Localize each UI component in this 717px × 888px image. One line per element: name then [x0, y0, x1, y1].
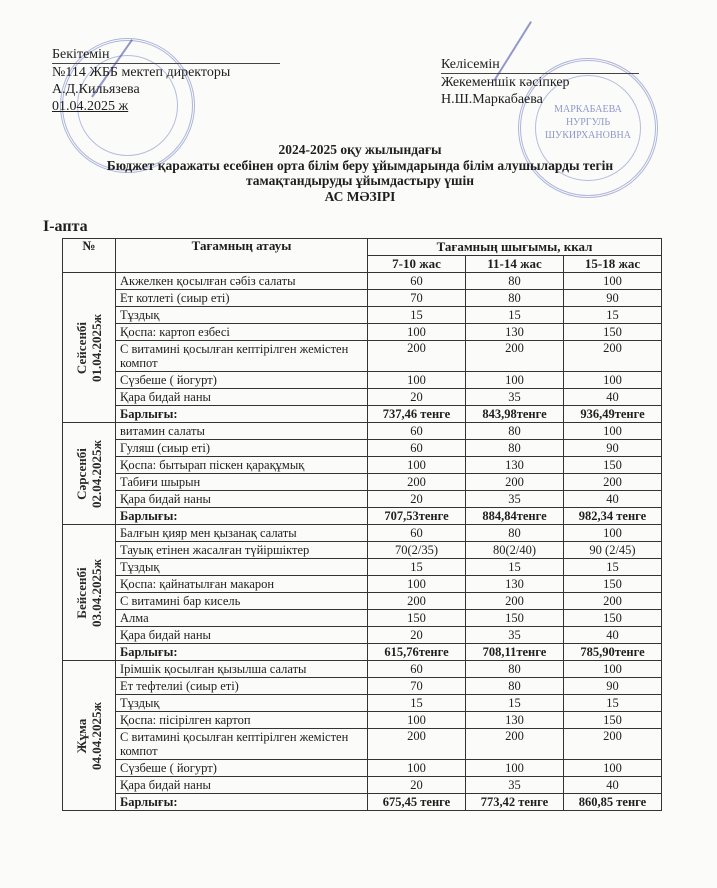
dish-name: витамин салаты — [116, 423, 368, 440]
stamp-line: МАРКАБАЕВА — [554, 104, 622, 115]
menu-row — [63, 729, 662, 760]
dish-kcal-value: 150 — [564, 457, 662, 474]
stamp-text — [521, 103, 655, 142]
total-row — [63, 794, 662, 811]
dish-name: Балғын қияр мен қызанақ салаты — [116, 525, 368, 542]
header-yield: Тағамның шығымы, ккал — [368, 239, 662, 256]
dish-kcal-value: 100 — [564, 525, 662, 542]
dish-kcal-value: 200 — [564, 341, 662, 372]
dish-kcal-value: 100 — [368, 372, 466, 389]
dish-kcal-value: 15 — [466, 559, 564, 576]
dish-name: С витамині бар кисель — [116, 593, 368, 610]
dish-name: С витамині қосылған кептірілген жемістен компот — [116, 341, 368, 372]
menu-row — [63, 610, 662, 627]
day-cell — [63, 661, 116, 811]
day-label — [74, 314, 104, 382]
dish-kcal-value: 15 — [368, 559, 466, 576]
day-name: Сәрсенбі — [74, 447, 89, 500]
menu-row — [63, 389, 662, 406]
total-cost-value: 936,49тенге — [564, 406, 662, 423]
dish-kcal-value: 200 — [368, 729, 466, 760]
day-cell — [63, 525, 116, 661]
stamp-line: НУРГУЛЬ — [565, 117, 611, 128]
dish-kcal-value: 40 — [564, 627, 662, 644]
agreement-name: Н.Ш.Маркабаева — [441, 92, 543, 107]
dish-kcal-value: 60 — [368, 423, 466, 440]
dish-kcal-value: 35 — [466, 627, 564, 644]
menu-row — [63, 341, 662, 372]
dish-name: Қоспа: қайнатылған макарон — [116, 576, 368, 593]
dish-name: Сүзбеше ( йогурт) — [116, 372, 368, 389]
dish-name: Тұздық — [116, 307, 368, 324]
dish-kcal-value: 130 — [466, 576, 564, 593]
menu-row — [63, 695, 662, 712]
dish-kcal-value: 60 — [368, 525, 466, 542]
day-date: 03.04.2025ж — [89, 558, 104, 627]
total-cost-value: 860,85 тенге — [564, 794, 662, 811]
dish-kcal-value: 80 — [466, 678, 564, 695]
dish-name: Қоспа: пісірілген картоп — [116, 712, 368, 729]
dish-kcal-value: 100 — [564, 661, 662, 678]
dish-kcal-value: 150 — [564, 324, 662, 341]
dish-kcal-value: 80 — [466, 290, 564, 307]
dish-kcal-value: 100 — [368, 576, 466, 593]
total-label: Барлығы: — [116, 794, 368, 811]
total-cost-value: 737,46 тенге — [368, 406, 466, 423]
dish-kcal-value: 80 — [466, 273, 564, 290]
dish-kcal-value: 15 — [466, 307, 564, 324]
dish-kcal-value: 200 — [368, 474, 466, 491]
menu-row — [63, 307, 662, 324]
dish-kcal-value: 90 — [564, 290, 662, 307]
dish-kcal-value: 100 — [368, 324, 466, 341]
dish-name: Алма — [116, 610, 368, 627]
dish-kcal-value: 100 — [368, 760, 466, 777]
dish-kcal-value: 200 — [466, 593, 564, 610]
menu-row — [63, 542, 662, 559]
dish-kcal-value: 70 — [368, 290, 466, 307]
menu-row — [63, 457, 662, 474]
dish-kcal-value: 20 — [368, 777, 466, 794]
approval-date: 01.04.2025 ж — [52, 99, 129, 114]
dish-kcal-value: 70(2/35) — [368, 542, 466, 559]
dish-name: Қара бидай наны — [116, 627, 368, 644]
dish-kcal-value: 200 — [368, 341, 466, 372]
total-cost-value: 982,34 тенге — [564, 508, 662, 525]
dish-kcal-value: 200 — [564, 593, 662, 610]
header-number: № — [63, 239, 116, 273]
dish-kcal-value: 90 — [564, 440, 662, 457]
day-date: 04.04.2025ж — [89, 701, 104, 770]
dish-kcal-value: 150 — [466, 610, 564, 627]
dish-kcal-value: 35 — [466, 777, 564, 794]
dish-kcal-value: 15 — [564, 559, 662, 576]
dish-name: Қара бидай наны — [116, 491, 368, 508]
menu-row — [63, 627, 662, 644]
dish-kcal-value: 20 — [368, 389, 466, 406]
approval-name: А.Д.Кильязева — [52, 82, 140, 97]
menu-row — [63, 525, 662, 542]
dish-kcal-value: 100 — [564, 372, 662, 389]
menu-row — [63, 559, 662, 576]
day-label — [74, 440, 104, 508]
day-name: Сейсенбі — [74, 321, 89, 374]
dish-kcal-value: 150 — [564, 712, 662, 729]
dish-kcal-value: 60 — [368, 661, 466, 678]
dish-kcal-value: 40 — [564, 491, 662, 508]
title-line-2: Бюджет қаражаты есебінен орта білім беру ұйымдарында білім алушыларды тегін — [106, 157, 614, 173]
total-label: Барлығы: — [116, 508, 368, 525]
menu-row — [63, 491, 662, 508]
day-date: 01.04.2025ж — [89, 313, 104, 382]
dish-kcal-value: 15 — [564, 307, 662, 324]
menu-row — [63, 324, 662, 341]
dish-kcal-value: 40 — [564, 777, 662, 794]
dish-name: С витамині қосылған кептірілген жемістен компот — [116, 729, 368, 760]
dish-kcal-value: 100 — [466, 760, 564, 777]
dish-kcal-value: 200 — [564, 729, 662, 760]
dish-kcal-value: 100 — [466, 372, 564, 389]
dish-name: Қоспа: картоп езбесі — [116, 324, 368, 341]
dish-kcal-value: 100 — [368, 457, 466, 474]
dish-name: Гуляш (сиыр еті) — [116, 440, 368, 457]
menu-row — [63, 712, 662, 729]
approval-label: Бекітемін — [52, 46, 280, 64]
menu-row — [63, 678, 662, 695]
dish-kcal-value: 70 — [368, 678, 466, 695]
total-row — [63, 406, 662, 423]
dish-name: Сүзбеше ( йогурт) — [116, 760, 368, 777]
dish-name: Қара бидай наны — [116, 389, 368, 406]
total-cost-value: 707,53тенге — [368, 508, 466, 525]
menu-row — [63, 593, 662, 610]
day-date: 02.04.2025ж — [89, 439, 104, 508]
menu-row — [63, 661, 662, 678]
total-cost-value: 785,90тенге — [564, 644, 662, 661]
dish-kcal-value: 15 — [368, 307, 466, 324]
dish-kcal-value: 20 — [368, 491, 466, 508]
document-title — [100, 142, 620, 204]
total-cost-value: 615,76тенге — [368, 644, 466, 661]
dish-name: Табиғи шырын — [116, 474, 368, 491]
dish-kcal-value: 60 — [368, 273, 466, 290]
day-name: Бейсенбі — [74, 566, 89, 619]
dish-kcal-value: 15 — [564, 695, 662, 712]
menu-table — [62, 238, 662, 811]
dish-kcal-value: 80 — [466, 423, 564, 440]
dish-kcal-value: 80(2/40) — [466, 542, 564, 559]
dish-kcal-value: 100 — [564, 273, 662, 290]
dish-kcal-value: 150 — [564, 610, 662, 627]
title-line-4: АС МӘЗІРІ — [324, 188, 396, 204]
total-cost-value: 884,84тенге — [466, 508, 564, 525]
dish-name: Тауық етінен жасалған түйіршіктер — [116, 542, 368, 559]
total-cost-value: 675,45 тенге — [368, 794, 466, 811]
header-age-11-14: 11-14 жас — [466, 256, 564, 273]
dish-kcal-value: 90 (2/45) — [564, 542, 662, 559]
menu-row — [63, 423, 662, 440]
dish-kcal-value: 100 — [564, 423, 662, 440]
header-age-15-18: 15-18 жас — [564, 256, 662, 273]
total-label: Барлығы: — [116, 406, 368, 423]
dish-kcal-value: 150 — [368, 610, 466, 627]
dish-kcal-value: 200 — [466, 729, 564, 760]
dish-kcal-value: 80 — [466, 440, 564, 457]
menu-row — [63, 576, 662, 593]
agreement-block — [441, 56, 639, 108]
dish-kcal-value: 80 — [466, 661, 564, 678]
total-row — [63, 508, 662, 525]
dish-name: Ет тефтелиі (сиыр еті) — [116, 678, 368, 695]
day-label — [74, 559, 104, 627]
menu-row — [63, 440, 662, 457]
dish-kcal-value: 200 — [466, 341, 564, 372]
total-cost-value: 708,11тенге — [466, 644, 564, 661]
agreement-label: Келісемін — [441, 56, 639, 74]
dish-kcal-value: 150 — [564, 576, 662, 593]
dish-kcal-value: 90 — [564, 678, 662, 695]
day-cell — [63, 273, 116, 423]
dish-kcal-value: 40 — [564, 389, 662, 406]
total-row — [63, 644, 662, 661]
dish-kcal-value: 130 — [466, 324, 564, 341]
day-cell — [63, 423, 116, 525]
agreement-position: Жекеменшік кәсіпкер — [441, 75, 570, 90]
dish-kcal-value: 15 — [466, 695, 564, 712]
dish-kcal-value: 15 — [368, 695, 466, 712]
dish-kcal-value: 80 — [466, 525, 564, 542]
dish-kcal-value: 200 — [368, 593, 466, 610]
total-cost-value: 843,98тенге — [466, 406, 564, 423]
dish-kcal-value: 200 — [564, 474, 662, 491]
dish-kcal-value: 200 — [466, 474, 564, 491]
approval-position: №114 ЖББ мектеп директоры — [52, 65, 231, 80]
dish-kcal-value: 130 — [466, 712, 564, 729]
dish-name: Акжелкен қосылған сәбіз салаты — [116, 273, 368, 290]
dish-name: Тұздық — [116, 559, 368, 576]
dish-name: Ірімшік қосылған қызылша салаты — [116, 661, 368, 678]
dish-kcal-value: 100 — [564, 760, 662, 777]
title-line-3: тамақтандыруды ұйымдастыру үшін — [246, 173, 474, 188]
header-age-7-10: 7-10 жас — [368, 256, 466, 273]
total-label: Барлығы: — [116, 644, 368, 661]
menu-row — [63, 760, 662, 777]
day-name: Жұма — [74, 718, 89, 753]
week-label: І-апта — [43, 218, 88, 235]
dish-kcal-value: 100 — [368, 712, 466, 729]
header-dish-name: Тағамның атауы — [116, 239, 368, 273]
stamp-line: ШУКИРХАНОВНА — [545, 130, 631, 141]
dish-kcal-value: 35 — [466, 491, 564, 508]
menu-row — [63, 273, 662, 290]
menu-row — [63, 777, 662, 794]
dish-name: Ет котлеті (сиыр еті) — [116, 290, 368, 307]
menu-row — [63, 372, 662, 389]
approval-block — [52, 46, 280, 115]
menu-body — [63, 273, 662, 811]
dish-kcal-value: 20 — [368, 627, 466, 644]
dish-kcal-value: 130 — [466, 457, 564, 474]
menu-row — [63, 290, 662, 307]
dish-name: Қара бидай наны — [116, 777, 368, 794]
total-cost-value: 773,42 тенге — [466, 794, 564, 811]
menu-row — [63, 474, 662, 491]
dish-name: Тұздық — [116, 695, 368, 712]
dish-kcal-value: 60 — [368, 440, 466, 457]
title-line-1: 2024-2025 оқу жылындағы — [278, 142, 442, 157]
day-label — [74, 702, 104, 770]
dish-name: Қоспа: бытырап піскен қарақұмық — [116, 457, 368, 474]
dish-kcal-value: 35 — [466, 389, 564, 406]
